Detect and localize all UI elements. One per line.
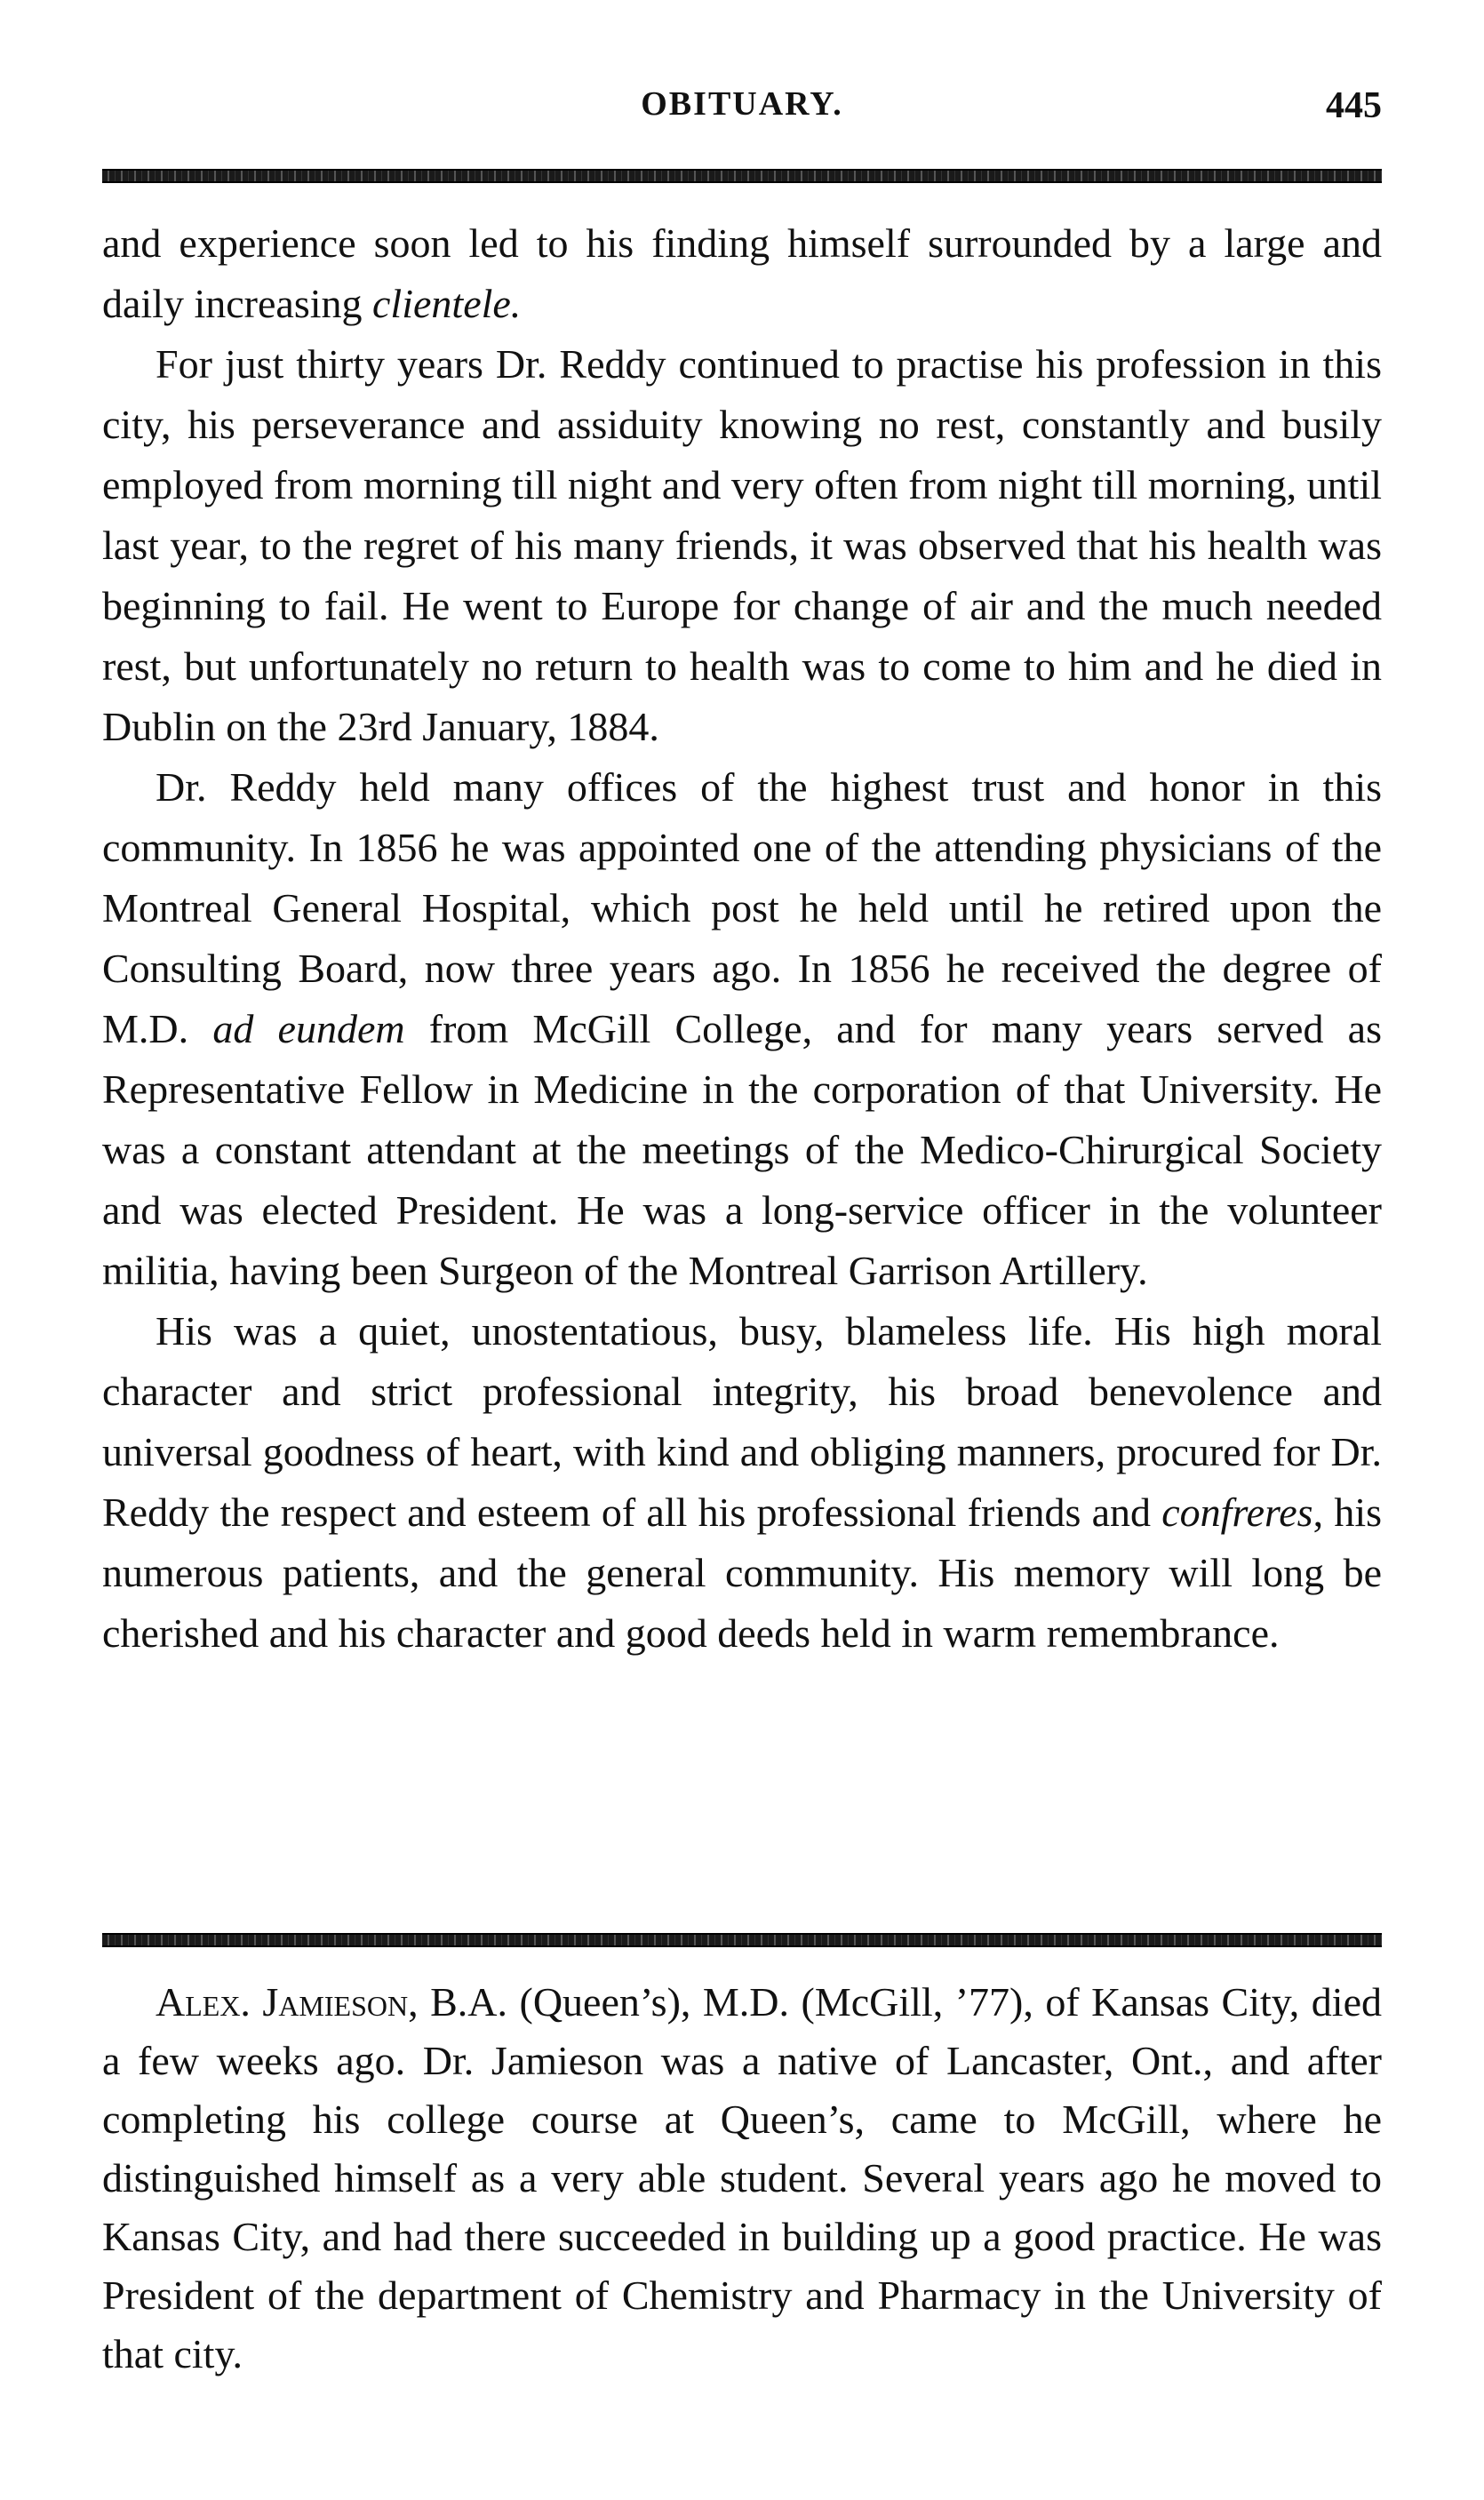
page-number: 445 <box>1326 85 1382 126</box>
text-run: Dr. Reddy held many offices of the highest trust and honor in this community. In 1856 he was appointed one of the attending physicians of the Montreal General Hospital, which post he held until he retired upon the Consulting Board, now three years ago. In 1856 he received the degree of M.D. <box>102 764 1382 1051</box>
running-head-title: OBITUARY. <box>641 85 843 123</box>
text-run: B.A. (Queen’s), M.D. (McGill, ’77), of Kansas City, died a few weeks ago. Dr. Jamieson was a native of Lancaster, Ont., and after completing his college course at Queen’s, came to McGill, where he distinguished himself as a very able student. Several years ago he moved to Kansas City, and had there succeeded in building up a good practice. He was President of the department of Chemistry and Pharmacy in the University of that city. <box>102 1979 1382 2376</box>
italic-text: confreres <box>1161 1490 1313 1535</box>
text-run: from McGill College, and for many years served as Representative Fellow in Medicine in the corporation of that University. He was a constant attendant at the meetings of the Medico-Chirurgical Society and was elected President. He was a long-service officer in the volunteer militia, having been Surgeon of the Montreal Garrison Artillery. <box>102 1006 1382 1293</box>
running-head <box>102 84 1382 138</box>
text-run: , his numerous patients, and the general community. His memory will long be cherished and his character and good deeds held in warm remembrance. <box>102 1490 1382 1656</box>
paragraph <box>102 334 1382 757</box>
italic-text: ad eundem <box>212 1006 405 1051</box>
text-run: His was a quiet, unostentatious, busy, blameless life. His high moral character and strict professional integrity, his broad benevolence and universal goodness of heart, with kind and obliging manners, procured for Dr. Reddy the respect and esteem of all his professional friends and <box>102 1308 1382 1535</box>
obituary-reddy-text <box>102 213 1382 1664</box>
text-run: and experience soon led to his finding himself surrounded by a large and daily increasing <box>102 220 1382 326</box>
text-run: For just thirty years Dr. Reddy continued to practise his profession in this city, his perseverance and assiduity knowing no rest, constantly and busily employed from morning till night and very often from night till morning, until last year, to the regret of his many friends, it was observed that his health was beginning to fail. He went to Europe for change of air and the much needed rest, but unfortunately no return to health was to come to him and he died in Dublin on the 23rd January, 1884. <box>102 341 1382 749</box>
paragraph <box>102 1973 1382 2384</box>
section-divider-rule <box>102 1933 1382 1947</box>
paragraph <box>102 213 1382 334</box>
header-rule <box>102 169 1382 183</box>
paragraph <box>102 757 1382 1301</box>
obituary-jamieson-text <box>102 1973 1382 2384</box>
name-smallcaps: Alex. Jamieson, <box>156 1979 419 2025</box>
italic-text: clientele. <box>372 281 522 326</box>
paragraph <box>102 1301 1382 1664</box>
